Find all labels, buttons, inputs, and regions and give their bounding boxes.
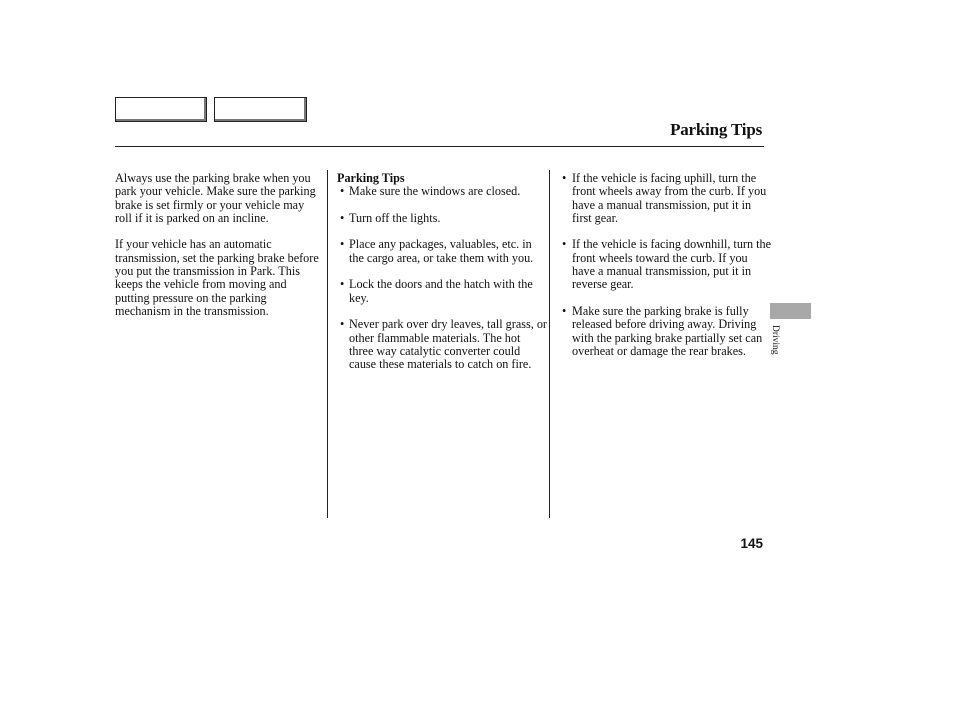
list-item: • Never park over dry leaves, tall grass, or other flammable materials. The hot three way catalytic converter could cause these materials to catch on fire. <box>337 318 547 371</box>
paragraph-parking-brake: Always use the parking brake when you park your vehicle. Make sure the parking brake is set firmly or your vehicle may roll if it is parked on an incline. <box>115 171 316 225</box>
list-item: • If the vehicle is facing downhill, turn the front wheels toward the curb. If you have a manual transmission, put it in reverse gear. <box>562 238 772 291</box>
paragraph-automatic-transmission: If your vehicle has an automatic transmission, set the parking brake before you put the transmission in Park. This keeps the vehicle from moving and putting pressure on the parking mechanism in the transmission. <box>115 237 319 318</box>
column-parking-tips-continued <box>562 172 772 371</box>
column-parking-tips <box>337 172 547 385</box>
section-heading: Parking Tips <box>337 171 405 185</box>
list-item: • Place any packages, valuables, etc. in the cargo area, or take them with you. <box>337 238 547 265</box>
section-tab-text: Driving <box>770 325 780 355</box>
nav-button-prev[interactable] <box>115 97 207 122</box>
section-tab-label <box>768 325 782 365</box>
page-number: 145 <box>740 536 763 551</box>
section-tab-marker[interactable] <box>770 303 811 319</box>
title-divider <box>115 146 764 147</box>
column-divider <box>549 170 550 518</box>
nav-button-next[interactable] <box>214 97 307 122</box>
column-intro <box>115 172 320 332</box>
list-item: • Make sure the parking brake is fully released before driving away. Driving with the parking brake partially set can overheat or damage the rear brakes. <box>562 305 772 358</box>
list-item: • If the vehicle is facing uphill, turn the front wheels away from the curb. If you have a manual transmission, put it in first gear. <box>562 172 772 225</box>
list-item: • Make sure the windows are closed. <box>337 185 547 198</box>
list-item: • Lock the doors and the hatch with the key. <box>337 278 547 305</box>
page-title: Parking Tips <box>670 120 762 139</box>
list-item: • Turn off the lights. <box>337 212 547 225</box>
column-divider <box>327 170 328 518</box>
